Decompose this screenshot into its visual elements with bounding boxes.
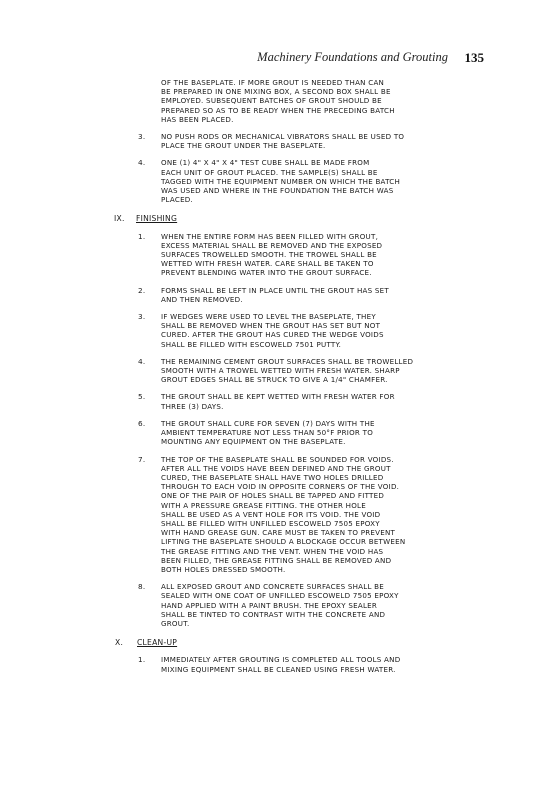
- text-line: HAND APPLIED WITH A PAINT BRUSH. THE EPOXY SEALER: [161, 600, 378, 610]
- list-item: [138, 312, 560, 349]
- text-line: SHALL BE FILLED WITH ESCOWELD 7501 PUTTY.: [161, 339, 342, 349]
- list-item: [138, 655, 560, 674]
- text-line: AFTER ALL THE VOIDS HAVE BEEN DEFINED AND THE GROUT: [161, 463, 391, 473]
- text-line: NO PUSH RODS OR MECHANICAL VIBRATORS SHALL BE USED TO: [161, 132, 405, 142]
- text-line: AMBIENT TEMPERATURE NOT LESS THAN 50°F PRIOR TO: [161, 428, 374, 438]
- text-line: MOUNTING ANY EQUIPMENT ON THE BASEPLATE.: [161, 437, 346, 447]
- text-line: FORMS SHALL BE LEFT IN PLACE UNTIL THE GROUT HAS SET: [161, 285, 389, 295]
- text-line: CURED. AFTER THE GROUT HAS CURED THE WEDGE VOIDS: [161, 330, 384, 340]
- text-line: WITH A PRESSURE GREASE FITTING. THE OTHER HOLE: [161, 500, 366, 510]
- text-line: AND THEN REMOVED.: [161, 294, 243, 304]
- list-item: [138, 231, 560, 278]
- text-line: PREPARED SO AS TO BE READY WHEN THE PRECEDING BATCH: [161, 105, 395, 115]
- item-number: 1.: [138, 231, 146, 241]
- running-title: Machinery Foundations and Grouting: [257, 50, 448, 64]
- item-number: 4.: [138, 356, 146, 366]
- text-line: MIXING EQUIPMENT SHALL BE CLEANED USING FRESH WATER.: [161, 664, 396, 674]
- text-line: WETTED WITH FRESH WATER. CARE SHALL BE TAKEN TO: [161, 259, 374, 269]
- list-item: [138, 132, 560, 151]
- text-line: IMMEDIATELY AFTER GROUTING IS COMPLETED ALL TOOLS AND: [161, 655, 401, 665]
- text-line: GROUT.: [161, 618, 190, 628]
- item-number: 3.: [138, 312, 146, 322]
- page-number: 135: [464, 50, 484, 65]
- text-line: THE GROUT SHALL CURE FOR SEVEN (7) DAYS WITH THE: [161, 418, 375, 428]
- text-line: LIFTING THE BASEPLATE SHOULD A BLOCKAGE OCCUR BETWEEN: [161, 537, 406, 547]
- text-line: BOTH HOLES DRESSED SMOOTH.: [161, 564, 286, 574]
- text-line: SHALL BE USED AS A VENT HOLE FOR ITS VOID. THE VOID: [161, 509, 381, 519]
- text-line: SHALL BE FILLED WITH UNFILLED ESCOWELD 7505 EPOXY: [161, 518, 380, 528]
- list-item: [138, 582, 560, 628]
- document-body: [0, 78, 560, 674]
- list-item: [138, 356, 560, 385]
- text-line: TAGGED WITH THE EQUIPMENT NUMBER ON WHICH THE BATCH: [161, 176, 401, 186]
- item-number: 1.: [138, 655, 146, 665]
- text-line: ONE OF THE PAIR OF HOLES SHALL BE TAPPED AND FITTED: [161, 491, 385, 501]
- text-line: WAS USED AND WHERE IN THE FOUNDATION THE BATCH WAS: [161, 186, 394, 196]
- text-line: WHEN THE ENTIRE FORM HAS BEEN FILLED WITH GROUT,: [161, 231, 379, 241]
- text-line: THROUGH TO EACH VOID IN OPPOSITE CORNERS OF THE VOID.: [161, 482, 400, 492]
- text-line: SURFACES TROWELLED SMOOTH. THE TROWEL SHALL BE: [161, 250, 377, 260]
- list-item: [138, 454, 560, 575]
- text-line: CURED, THE BASEPLATE SHALL HAVE TWO HOLES DRILLED: [161, 472, 384, 482]
- list-item: [138, 158, 560, 205]
- text-line: HAS BEEN PLACED.: [161, 114, 234, 124]
- text-line: PLACE THE GROUT UNDER THE BASEPLATE.: [161, 141, 326, 151]
- text-line: IF WEDGES WERE USED TO LEVEL THE BASEPLATE, THEY: [161, 312, 376, 322]
- text-line: EACH UNIT OF GROUT PLACED. THE SAMPLE(S) SHALL BE: [161, 167, 378, 177]
- text-line: OF THE BASEPLATE. IF MORE GROUT IS NEEDED THAN CAN: [161, 78, 385, 87]
- item-number: 7.: [138, 454, 146, 464]
- text-line: THE TOP OF THE BASEPLATE SHALL BE SOUNDED FOR VOIDS.: [161, 454, 394, 464]
- text-line: EMPLOYED. SUBSEQUENT BATCHES OF GROUT SHOULD BE: [161, 96, 382, 106]
- running-header: [0, 50, 560, 70]
- text-line: WITH HAND GREASE GUN. CARE MUST BE TAKEN TO PREVENT: [161, 528, 396, 538]
- list-item: [138, 392, 560, 411]
- text-line: PREVENT BLENDING WATER INTO THE GROUT SURFACE.: [161, 268, 372, 278]
- text-line: THREE (3) DAYS.: [161, 401, 224, 411]
- section-heading-clean-up: [115, 638, 560, 648]
- item-number: 3.: [138, 132, 146, 142]
- text-line: SHALL BE REMOVED WHEN THE GROUT HAS SET BUT NOT: [161, 321, 381, 331]
- text-line: SHALL BE TINTED TO CONTRAST WITH THE CONCRETE AND: [161, 609, 386, 619]
- list-item: [138, 418, 560, 447]
- text-line: SEALED WITH ONE COAT OF UNFILLED ESCOWELD 7505 EPOXY: [161, 591, 399, 601]
- text-line: ALL EXPOSED GROUT AND CONCRETE SURFACES SHALL BE: [161, 582, 385, 592]
- section-heading-finishing: [114, 214, 560, 224]
- list-item: [138, 285, 560, 304]
- item-number: 6.: [138, 418, 146, 428]
- section-title: FINISHING: [136, 214, 178, 224]
- text-line: ONE (1) 4" X 4" X 4" TEST CUBE SHALL BE MADE FROM: [161, 158, 370, 168]
- text-line: PLACED.: [161, 195, 194, 205]
- text-line: THE GREASE FITTING AND THE VENT. WHEN THE VOID HAS: [161, 546, 384, 556]
- text-line: GROUT EDGES SHALL BE STRUCK TO GIVE A 1/4" CHAMFER.: [161, 375, 388, 385]
- section-title: CLEAN-UP: [137, 638, 178, 648]
- text-line: SMOOTH WITH A TROWEL WETTED WITH FRESH WATER. SHARP: [161, 366, 400, 376]
- text-line: THE REMAINING CEMENT GROUT SURFACES SHALL BE TROWELLED: [161, 356, 414, 366]
- continued-paragraph: [161, 78, 560, 124]
- item-number: 4.: [138, 158, 146, 168]
- item-number: 5.: [138, 392, 146, 402]
- item-number: 8.: [138, 582, 146, 592]
- section-numeral: X.: [115, 638, 124, 648]
- text-line: THE GROUT SHALL BE KEPT WETTED WITH FRESH WATER FOR: [161, 392, 395, 402]
- text-line: BE PREPARED IN ONE MIXING BOX, A SECOND BOX SHALL BE: [161, 87, 391, 97]
- section-numeral: IX.: [114, 214, 125, 224]
- item-number: 2.: [138, 285, 146, 295]
- text-line: EXCESS MATERIAL SHALL BE REMOVED AND THE EXPOSED: [161, 240, 383, 250]
- text-line: BEEN FILLED, THE GREASE FITTING SHALL BE REMOVED AND: [161, 555, 392, 565]
